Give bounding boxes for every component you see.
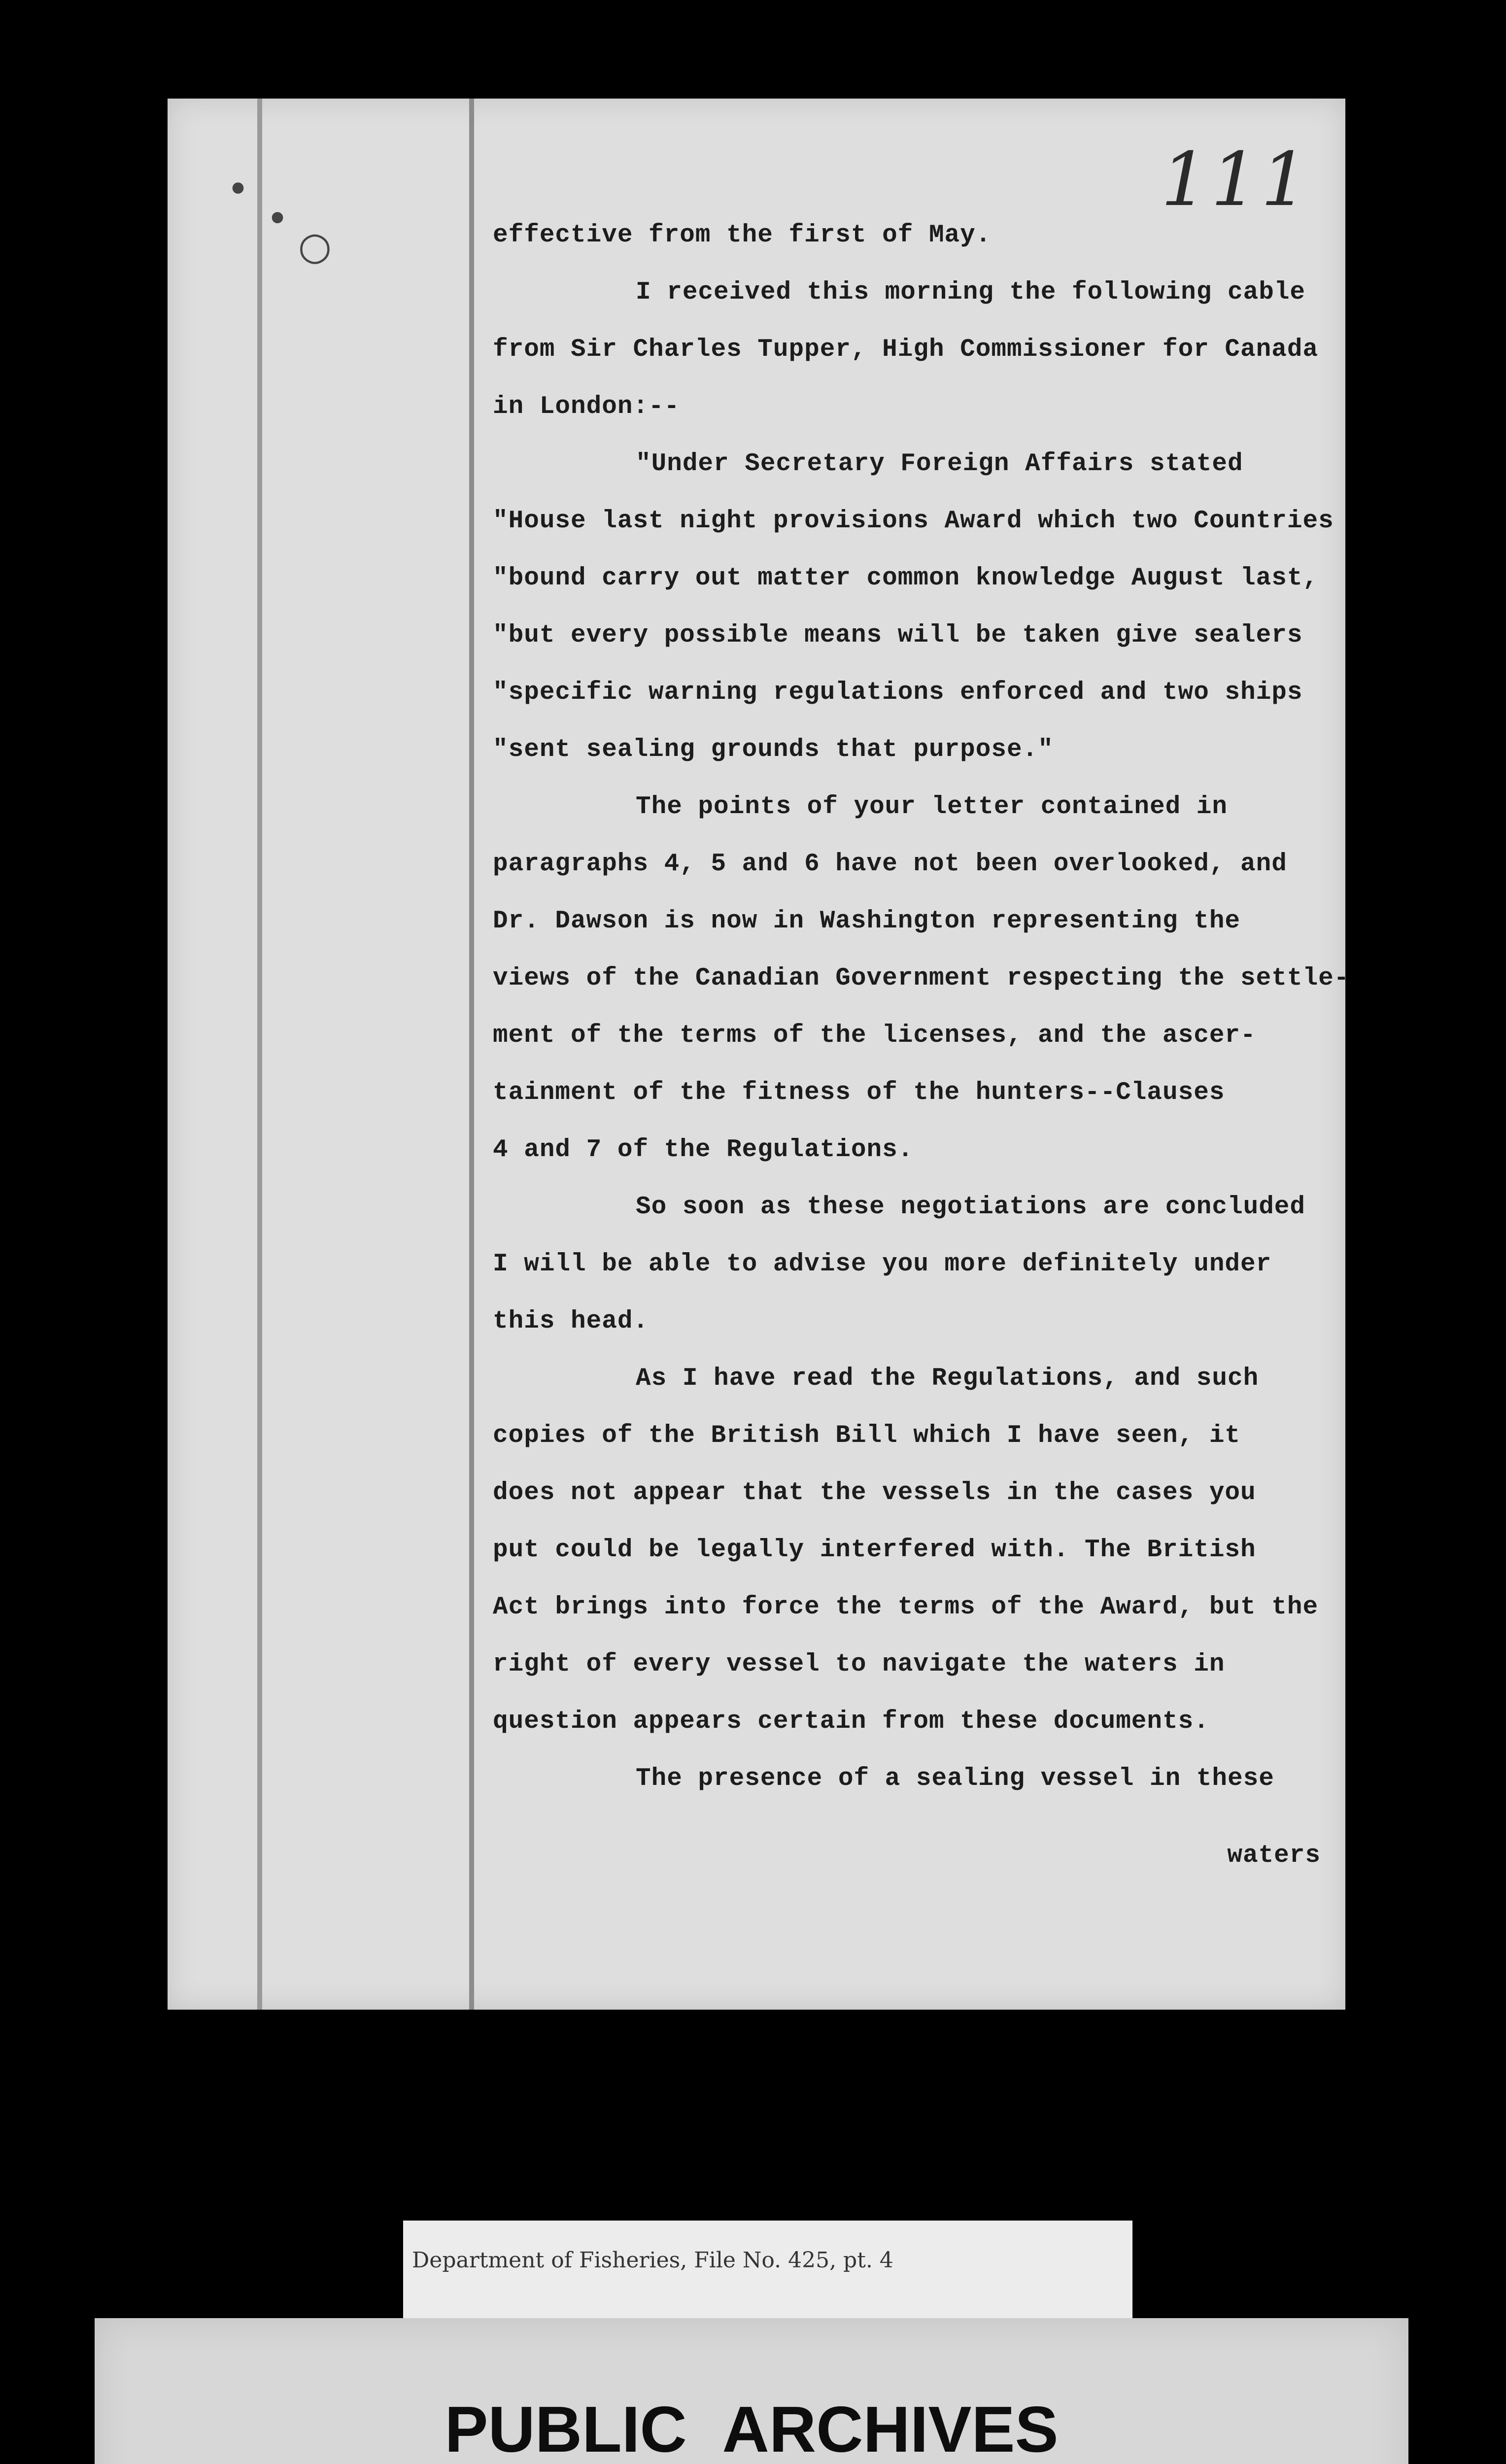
letter-line: "but every possible means will be taken give sealers <box>493 621 1303 650</box>
letter-line: put could be legally interfered with. The British <box>493 1536 1256 1564</box>
letter-line: "specific warning regulations enforced and two ships <box>493 679 1303 707</box>
letter-line: right of every vessel to navigate the waters in <box>493 1650 1225 1678</box>
letter-line: Dr. Dawson is now in Washington representing the <box>493 907 1241 935</box>
letter-line: in London:-- <box>493 393 680 421</box>
letter-line: views of the Canadian Government respecting the settle- <box>493 964 1350 992</box>
letter-line: tainment of the fitness of the hunters--Clauses <box>493 1079 1225 1107</box>
letter-line: this head. <box>493 1307 649 1335</box>
archives-stamp <box>95 2318 1408 2464</box>
letter-line: "bound carry out matter common knowledge August last, <box>493 564 1319 592</box>
left-margin-rule <box>257 99 262 2010</box>
letter-line: "Under Secretary Foreign Affairs stated <box>636 450 1243 478</box>
catchword: waters <box>1227 1842 1321 1870</box>
page-number: 111 <box>1161 137 1311 223</box>
letter-line: I received this morning the following cable <box>636 278 1306 307</box>
file-label-text: Department of Fisheries, File No. 425, pt. 4 <box>412 2247 893 2273</box>
letter-line: As I have read the Regulations, and such <box>636 1365 1259 1393</box>
letter-line: effective from the first of May. <box>493 221 992 249</box>
letter-line: 4 and 7 of the Regulations. <box>493 1136 914 1164</box>
letter-line: question appears certain from these documents. <box>493 1708 1209 1736</box>
punch-mark-icon: • <box>266 197 289 241</box>
letter-line: "House last night provisions Award which two Countries <box>493 507 1334 535</box>
letter-line: "sent sealing grounds that purpose." <box>493 736 1054 764</box>
right-margin-rule <box>469 99 474 2010</box>
letter-line: does not appear that the vessels in the cases you <box>493 1479 1256 1507</box>
stamp-line-public-archives: PUBLIC ARCHIVES <box>445 2393 1059 2464</box>
punch-hole-icon: ○ <box>298 224 332 269</box>
letter-line: from Sir Charles Tupper, High Commissioner for Canada <box>493 336 1319 364</box>
letter-line: paragraphs 4, 5 and 6 have not been overlooked, and <box>493 850 1287 878</box>
letter-line: copies of the British Bill which I have seen, it <box>493 1422 1241 1450</box>
punch-mark-icon: • <box>227 168 250 212</box>
letter-line: So soon as these negotiations are concluded <box>636 1193 1306 1221</box>
letter-line: The points of your letter contained in <box>636 793 1228 821</box>
letter-page <box>168 99 1350 2010</box>
letter-line: The presence of a sealing vessel in these <box>636 1765 1274 1793</box>
file-label <box>403 2221 1132 2319</box>
letter-body <box>493 207 1350 1884</box>
letter-line: I will be able to advise you more definitely under <box>493 1250 1272 1278</box>
letter-line: ment of the terms of the licenses, and the ascer- <box>493 1022 1256 1050</box>
letter-line: Act brings into force the terms of the Award, but the <box>493 1593 1319 1621</box>
